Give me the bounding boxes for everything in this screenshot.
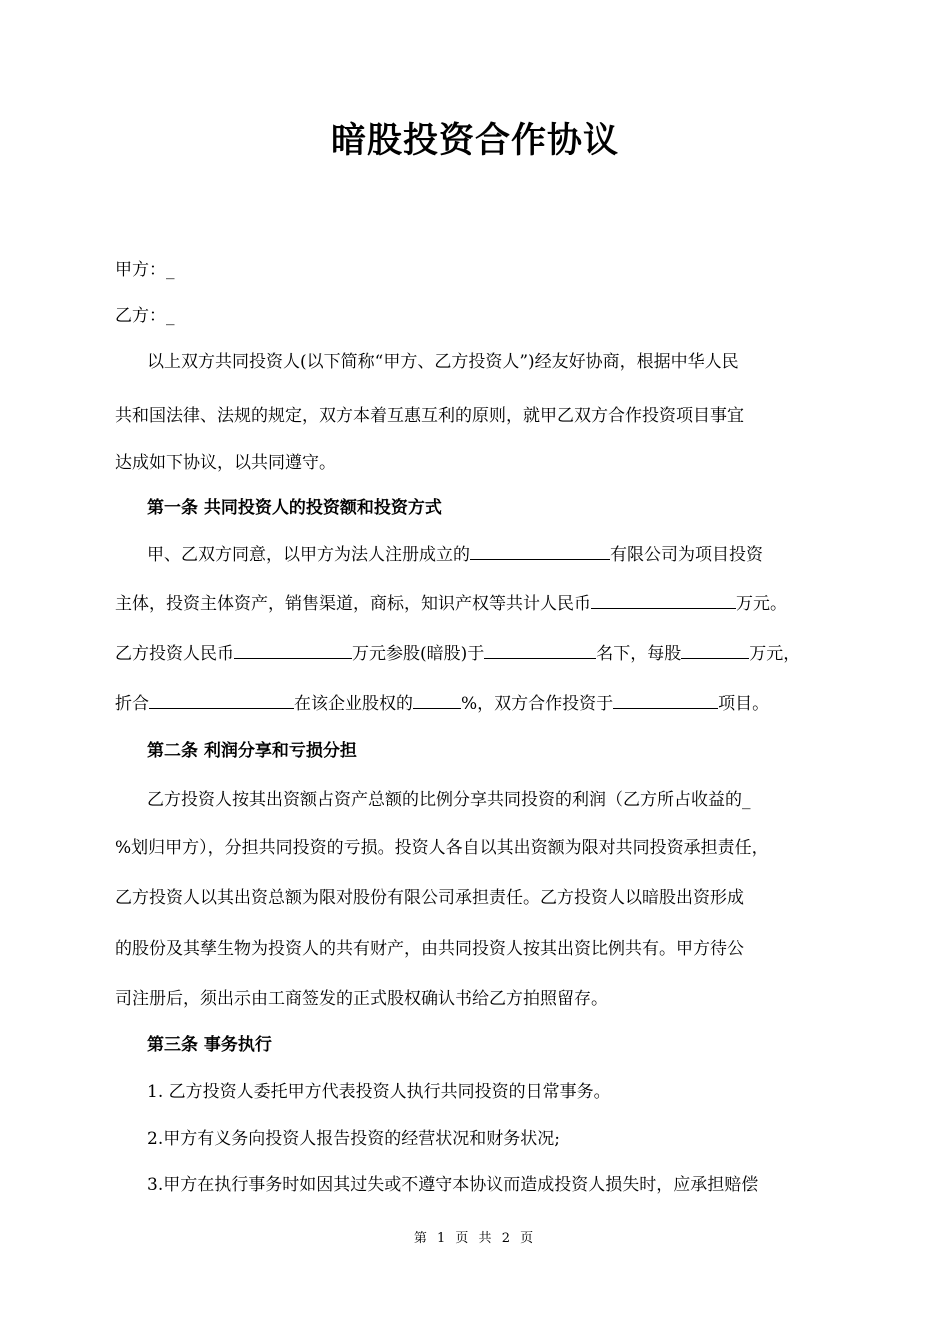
document-title: 暗股投资合作协议 xyxy=(330,120,619,161)
fill-blank[interactable] xyxy=(591,591,736,609)
intro-line: 以上双方共同投资人(以下简称“甲方、乙方投资人”)经友好协商，根据中华人民 xyxy=(147,352,739,372)
article-2-line: 司注册后，须出示由工商签发的正式股权确认书给乙方拍照留存。 xyxy=(115,989,608,1009)
article-2-line: 乙方投资人以其出资总额为限对股份有限公司承担责任。乙方投资人以暗股出资形成 xyxy=(115,888,744,908)
fill-blank[interactable] xyxy=(234,641,352,659)
article-3-item: 2.甲方有义务向投资人报告投资的经营状况和财务状况; xyxy=(147,1129,560,1149)
article-2-line: %划归甲方），分担共同投资的亏损。投资人各自以其出资额为限对共同投资承担责任， xyxy=(115,838,769,858)
article-2-heading: 第二条 利润分享和亏损分担 xyxy=(147,741,357,761)
article-3-item: 3.甲方在执行事务时如因其过失或不遵守本协议而造成投资人损失时，应承担赔偿 xyxy=(147,1175,759,1195)
article-1-line: 甲、乙双方同意，以甲方为法人注册成立的 有限公司为项目投资 xyxy=(147,542,845,567)
fill-blank[interactable] xyxy=(149,691,294,709)
fill-blank[interactable] xyxy=(681,641,749,659)
fill-blank[interactable] xyxy=(413,691,461,709)
article-1-line: 折合 在该企业股权的 %，双方合作投资于 项目。 xyxy=(115,691,845,716)
article-1-line: 主体，投资主体资产，销售渠道，商标，知识产权等共计人民币 万元。 xyxy=(115,591,845,616)
article-2-line: 乙方投资人按其出资额占资产总额的比例分享共同投资的利润（乙方所占收益的_ xyxy=(147,790,751,810)
party-b-line: 乙方：_ xyxy=(115,306,175,326)
fill-blank[interactable] xyxy=(613,691,718,709)
article-3-heading: 第三条 事务执行 xyxy=(147,1035,272,1055)
article-1-line: 乙方投资人民币 万元参股(暗股)于 名下，每股 万元， xyxy=(115,641,845,666)
fill-blank[interactable] xyxy=(470,542,610,560)
article-2-line: 的股份及其孳生物为投资人的共有财产，由共同投资人按其出资比例共有。甲方待公 xyxy=(115,939,744,959)
intro-line: 达成如下协议，以共同遵守。 xyxy=(115,453,336,473)
party-a-line: 甲方：_ xyxy=(115,260,175,280)
intro-line: 共和国法律、法规的规定，双方本着互惠互利的原则，就甲乙双方合作投资项目事宜 xyxy=(115,406,744,426)
article-3-item: 1. 乙方投资人委托甲方代表投资人执行共同投资的日常事务。 xyxy=(147,1082,611,1102)
page-footer: 第 1 页 共 2 页 xyxy=(413,1231,537,1246)
article-1-heading: 第一条 共同投资人的投资额和投资方式 xyxy=(147,498,442,518)
fill-blank[interactable] xyxy=(484,641,596,659)
